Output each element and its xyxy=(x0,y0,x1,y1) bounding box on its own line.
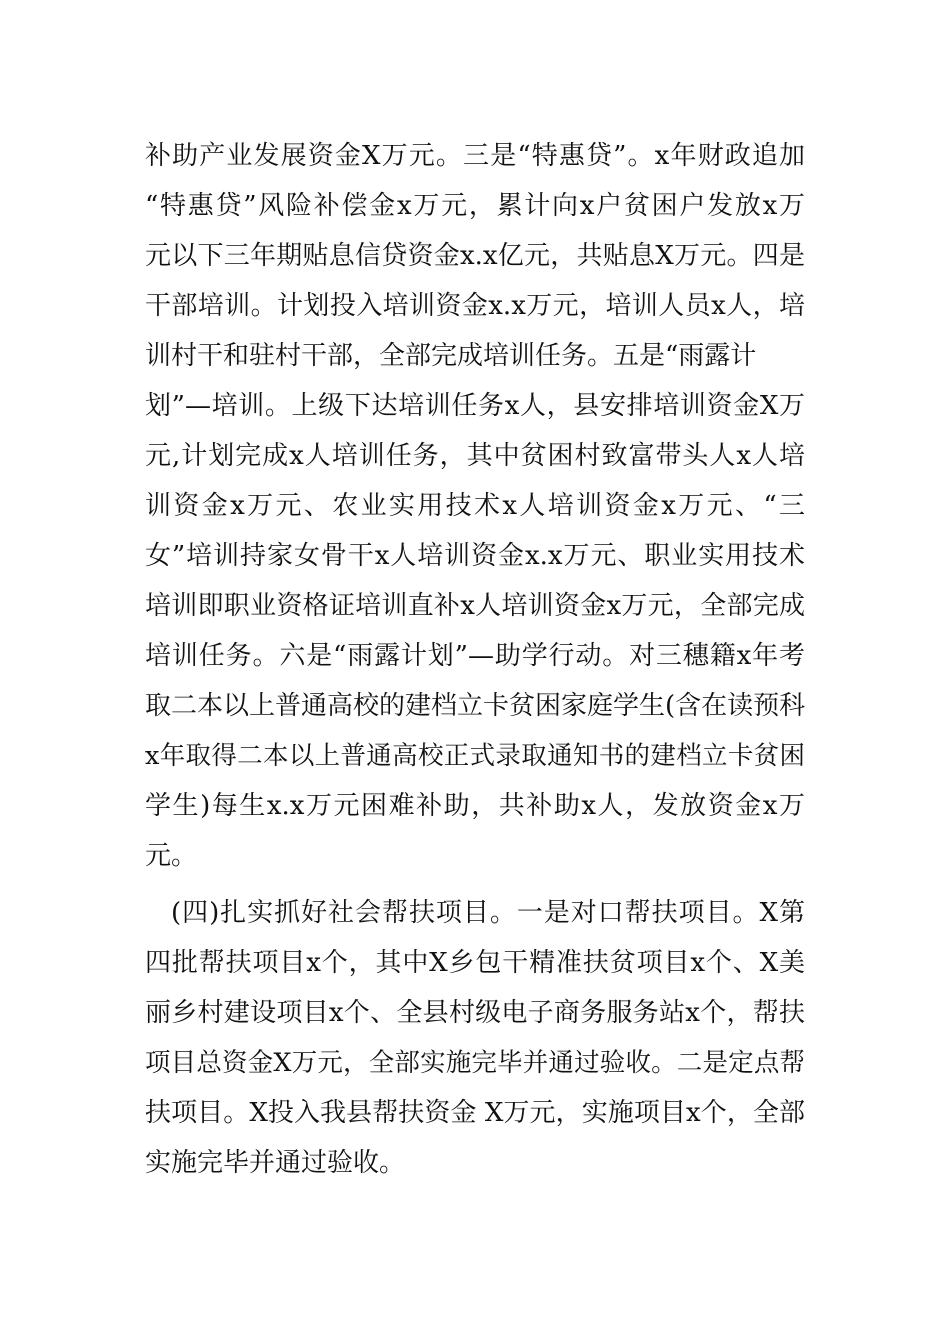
text-line: 实施完毕并通过验收。 xyxy=(145,1148,406,1178)
text-line: 培训任务。六是“雨露计划”—助学行动。对三穗籍x年考 xyxy=(145,641,805,671)
paragraph-heading-line: (四)扎实抓好社会帮扶项目。一是对口帮扶项目。X第 xyxy=(171,898,805,928)
text-line: 丽乡村建设项目x个、全县村级电子商务服务站x个，帮扶 xyxy=(145,998,805,1028)
text-line: 干部培训。计划投入培训资金x.x万元，培训人员x人，培 xyxy=(145,291,805,321)
text-line: 元。 xyxy=(145,841,198,871)
paragraph-poverty-funds xyxy=(145,131,805,881)
text-line: 培训即职业资格证培训直补x人培训资金x万元，全部完成 xyxy=(145,591,805,621)
text-line: 训村干和驻村干部，全部完成培训任务。五是“雨露计 xyxy=(145,341,757,371)
text-line: “特惠贷”风险补偿金x万元，累计向x户贫困户发放x万 xyxy=(145,191,805,221)
text-line: 四批帮扶项目x个，其中X乡包干精准扶贫项目x个、X美 xyxy=(145,948,805,978)
text-line: 女”培训持家女骨干x人培训资金x.x万元、职业实用技术 xyxy=(145,541,805,571)
text-line: 训资金x万元、农业实用技术x人培训资金x万元、“三 xyxy=(145,491,805,521)
text-line: 取二本以上普通高校的建档立卡贫困家庭学生(含在读预科 xyxy=(145,691,806,721)
text-line: 项目总资金X万元，全部实施完毕并通过验收。二是定点帮 xyxy=(145,1048,805,1078)
paragraph-social-assistance xyxy=(145,888,805,1188)
text-line: 划”—培训。上级下达培训任务x人，县安排培训资金X万 xyxy=(145,391,805,421)
text-line: 扶项目。X投入我县帮扶资金 X万元，实施项目x个，全部 xyxy=(145,1098,805,1128)
text-line: 元,计划完成x人培训任务，其中贫困村致富带头人x人培 xyxy=(145,441,805,471)
text-line: 元以下三年期贴息信贷资金x.x亿元，共贴息X万元。四是 xyxy=(145,241,805,271)
text-line: 学生)每生x.x万元困难补助，共补助x人，发放资金x万 xyxy=(145,791,805,821)
text-line: x年取得二本以上普通高校正式录取通知书的建档立卡贫困 xyxy=(145,741,805,771)
text-line: 补助产业发展资金X万元。三是“特惠贷”。x年财政追加 xyxy=(145,141,805,171)
